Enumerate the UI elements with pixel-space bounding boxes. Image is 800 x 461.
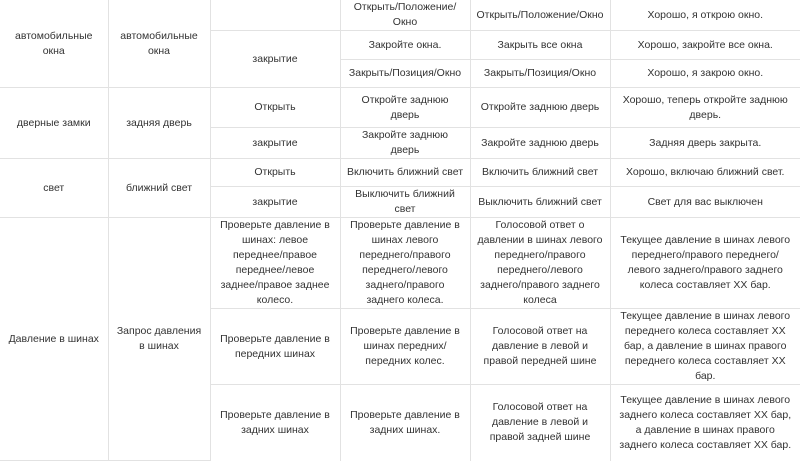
response-cell: [610, 128, 800, 159]
response-text: Хорошо, закройте все окна.: [637, 38, 773, 51]
action-label: Открыть: [254, 101, 296, 113]
alt-command-text: Голосовой ответ о давлении в шинах левого переднего/правого переднего/левого заднего/правого заднего колеса: [477, 219, 603, 306]
action-cell: [210, 309, 340, 385]
alt-command-text: Открыть/Положение/Окно: [476, 8, 604, 21]
action-label: Открыть: [254, 166, 296, 178]
command-cell: [340, 31, 470, 60]
table-row: [0, 88, 800, 128]
response-cell: [610, 88, 800, 128]
command-cell: [340, 128, 470, 159]
alt-command-cell: [470, 187, 610, 218]
action-cell: [210, 218, 340, 309]
alt-command-text: Закрыть/Позиция/Окно: [483, 67, 597, 79]
category-label: свет: [43, 181, 65, 194]
response-cell: [610, 187, 800, 218]
action-label: Проверьте давление в шинах: левое переднее/правое переднее/левое заднее/правое заднее колесо.: [220, 219, 330, 306]
table-row: [0, 218, 800, 309]
alt-command-cell: [470, 0, 610, 31]
category-cell: [0, 218, 108, 461]
category-cell: [0, 88, 108, 159]
subcategory-label: Запрос давления в шинах: [116, 325, 202, 352]
command-text: Выключить ближний свет: [355, 188, 455, 215]
subcategory-label: задняя дверь: [126, 116, 192, 129]
subcategory-cell: [108, 88, 210, 159]
subcategory-cell: [108, 159, 210, 218]
command-text: Проверьте давление в шинах передних/передних колес.: [350, 325, 460, 367]
command-cell: [340, 0, 470, 31]
alt-command-text: Закрыть все окна: [497, 38, 583, 51]
alt-command-cell: [470, 60, 610, 88]
alt-command-cell: [470, 159, 610, 187]
response-text: Текущее давление в шинах левого переднего/правого переднего/левого заднего/правого заднего колеса составляет XX бар.: [620, 234, 791, 291]
action-cell: [210, 159, 340, 187]
category-cell: [0, 159, 108, 218]
response-text: Задняя дверь закрыта.: [649, 136, 762, 149]
command-text: Закройте окна.: [368, 38, 442, 51]
command-text: Проверьте давление в шинах левого переднего/правого переднего/левого заднего/правого заднего колеса.: [350, 219, 460, 306]
action-label: закрытие: [252, 195, 298, 208]
command-cell: [340, 88, 470, 128]
category-cell: [0, 0, 108, 88]
response-text: Хорошо, теперь откройте заднюю дверь.: [622, 93, 788, 121]
alt-command-cell: [470, 128, 610, 159]
action-cell: [210, 88, 340, 128]
command-text: Закрыть/Позиция/Окно: [348, 67, 462, 79]
response-text: Хорошо, я открою окно.: [647, 8, 764, 21]
alt-command-text: Закройте заднюю дверь: [481, 136, 599, 149]
table-row: [0, 0, 800, 31]
command-cell: [340, 385, 470, 461]
command-cell: [340, 187, 470, 218]
category-label: дверные замки: [16, 116, 91, 129]
action-label: Проверьте давление в задних шинах: [220, 408, 330, 436]
subcategory-label: ближний свет: [125, 181, 192, 194]
command-cell: [340, 218, 470, 309]
command-text: Включить ближний свет: [346, 166, 464, 178]
response-cell: [610, 159, 800, 187]
command-text: Открыть/Положение/Окно: [353, 1, 457, 28]
response-text: Свет для вас выключен: [647, 195, 763, 208]
response-cell: [610, 385, 800, 461]
action-cell: [210, 385, 340, 461]
alt-command-cell: [470, 88, 610, 128]
subcategory-cell: [108, 218, 210, 461]
alt-command-cell: [470, 385, 610, 461]
table-row: [0, 159, 800, 187]
alt-command-text: Включить ближний свет: [481, 166, 599, 178]
action-cell: [210, 31, 340, 88]
command-text: Проверьте давление в задних шинах.: [350, 408, 460, 436]
response-text: Хорошо, включаю ближний свет.: [626, 166, 785, 178]
response-text: Хорошо, я закрою окно.: [647, 67, 764, 79]
response-text: Текущее давление в шинах левого переднего колеса составляет XX бар, а давление в шинах правого переднего колеса составляет XX бар.: [620, 310, 791, 382]
command-text: Откройте заднюю дверь: [361, 93, 449, 121]
action-cell: [210, 0, 340, 31]
subcategory-label: автомобильные окна: [120, 29, 198, 57]
alt-command-cell: [470, 309, 610, 385]
category-label: Давление в шинах: [8, 332, 99, 345]
alt-command-text: Выключить ближний свет: [478, 195, 602, 208]
command-cell: [340, 309, 470, 385]
alt-command-text: Откройте заднюю дверь: [480, 101, 600, 113]
command-cell: [340, 60, 470, 88]
alt-command-text: Голосовой ответ на давление в левой и правой передней шине: [483, 325, 597, 367]
subcategory-cell: [108, 0, 210, 88]
alt-command-cell: [470, 218, 610, 309]
command-cell: [340, 159, 470, 187]
response-cell: [610, 218, 800, 309]
action-label: закрытие: [252, 136, 298, 149]
response-cell: [610, 31, 800, 60]
response-text: Текущее давление в шинах левого заднего колеса составляет XX бар, а давление в шинах правого заднего колеса составляет XX бар.: [619, 393, 792, 451]
action-cell: [210, 187, 340, 218]
response-cell: [610, 60, 800, 88]
command-text: Закройте заднюю дверь: [361, 129, 449, 156]
response-cell: [610, 309, 800, 385]
alt-command-text: Голосовой ответ на давление в левой и правой задней шине: [489, 401, 591, 444]
action-label: закрытие: [252, 52, 298, 65]
category-label: автомобильные окна: [15, 29, 93, 57]
action-label: Проверьте давление в передних шинах: [220, 332, 330, 360]
alt-command-cell: [470, 31, 610, 60]
response-cell: [610, 0, 800, 31]
action-cell: [210, 128, 340, 159]
